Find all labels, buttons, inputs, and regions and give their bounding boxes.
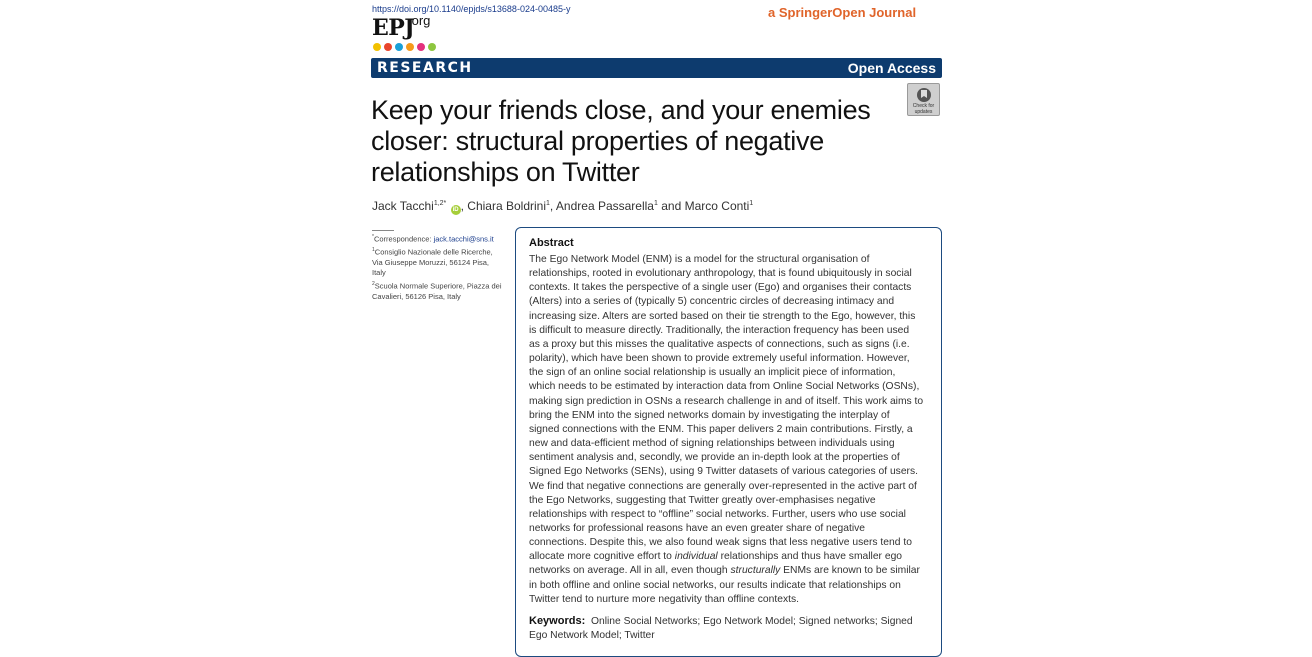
abstract-line: relationships with respect to “offline” social networks. Further, users who use social (529, 508, 906, 520)
correspondence: *Correspondence: jack.tacchi@sns.it (372, 234, 494, 244)
abstract-line: polarity), which have been shown to provide extremely useful information. However, (529, 353, 910, 365)
abstract-line: contexts. It takes the perspective of a single user (Ego) and organises their contacts (529, 282, 912, 294)
orcid-icon[interactable]: iD (452, 207, 459, 213)
abstract-line: Twitter tend to nurture more negativity than offline contexts. (529, 593, 799, 605)
open-access-label: Open Access (847, 60, 936, 76)
author-affil-sup: 1 (749, 200, 754, 207)
abstract-line: networks on average. All in all, even though structurally ENMs are known to be similar (529, 565, 920, 577)
affiliation-1: $^1$Consiglio Nazionale delle Ricerche, Via Giuseppe Moruzzi, 56124 Pisa, Italy (372, 246, 493, 278)
abstract-line: making sign prediction in OSNs a research challenge in and of itself. This work aims to (529, 395, 924, 407)
logo-dot (395, 43, 403, 51)
correspondence-label: Correspondence: (373, 234, 432, 244)
author-affil-sup: 1 (653, 200, 658, 207)
author-affil-sup: 1,2* (433, 200, 447, 207)
doi-link[interactable]: https://doi.org/10.1140/epjds/s13688-024-00485-y (372, 4, 571, 14)
abstract-line: sentiment analysis and, secondly, we provide an in-depth look at the properties of (529, 452, 900, 464)
abstract-line: is difficult to measure directly. Traditionally, the interaction frequency has been used (529, 324, 910, 336)
abstract-heading: Abstract (529, 237, 574, 249)
abstract-line: increasing size. Alters are sorted based on their tie strength to the Ego, however, this (529, 310, 916, 322)
author-name[interactable]: Andrea Passarella (555, 199, 654, 213)
abstract-line: connections. Despite this, we also found weak signs that less negative users tend to (529, 537, 912, 549)
keywords-list: Online Social Networks; Ego Network Model; Signed networks; Signed Ego Network Model; Twitter (529, 616, 913, 641)
check-updates-label-2: updates (914, 109, 933, 115)
abstract-line: the Ego Networks, suggesting that Twitter greatly over-emphasises negative (529, 494, 876, 506)
author-name[interactable]: Jack Tacchi (372, 199, 434, 213)
check-updates-label-1: Check for (912, 103, 935, 109)
logo-dot (417, 43, 425, 51)
abstract-line: bring the ENM into the signed networks domain by investigating the interplay of (529, 409, 890, 421)
logo-dot (428, 43, 436, 51)
abstract-line: as a proxy but this misses the qualitative aspects of connections, such as signs (i.e. (529, 338, 910, 350)
publisher-label: a SpringerOpen Journal (768, 5, 917, 20)
check-for-updates-button[interactable] (907, 83, 940, 116)
author-list: Jack Tacchi$^{1,2*}$ iD , Chiara Boldrini$^1$, Andrea Passarella$^1$ and Marco Conti$^1$ (372, 199, 754, 213)
logo-dot (406, 43, 414, 51)
abstract-line: in both offline and online social networks, our results indicate that relationships on (529, 579, 901, 591)
divider (372, 230, 394, 231)
correspondence-email-link[interactable]: jack.tacchi@sns.it (433, 234, 494, 244)
abstract-line: The Ego Network Model (ENM) is a model for the structural organisation of (529, 254, 870, 265)
affiliation-2: $^2$Scuola Normale Superiore, Piazza dei Cavalieri, 56126 Pisa, Italy (372, 280, 502, 301)
section-banner (371, 58, 942, 78)
keywords (529, 614, 931, 643)
abstract-line: signed connections with the ENM. This paper delivers 2 main contributions. Firstly, a (529, 423, 913, 435)
keywords-label: Keywords: (529, 615, 586, 627)
author-name[interactable]: Marco Conti (684, 199, 750, 213)
check-updates-icon (916, 87, 932, 103)
logo-dot (373, 43, 381, 51)
author-name[interactable]: Chiara Boldrini (467, 199, 546, 213)
abstract-line: (Alters) into a series of (typically 5) concentric circles of decreasing intimacy and (529, 296, 895, 308)
and-word: and (661, 199, 682, 213)
article-title: Keep your friends close, and your enemies closer: structural properties of negative relationships on Twitter (371, 95, 871, 187)
abstract-line: Signed Ego Networks (SENs), using 9 Twitter datasets of various categories of users. (529, 466, 918, 478)
logo-dot (384, 43, 392, 51)
abstract-text (529, 253, 931, 607)
abstract-line: We find that negative connections are generally over-represented in the active part of (529, 480, 917, 492)
abstract-line: networks for professional reasons have an even greater share of negative (529, 522, 865, 534)
abstract-line: the sign of an online social relationship is usually an implicit piece of information, (529, 367, 896, 379)
logo-text: EPJ (372, 15, 415, 41)
epj-logo[interactable] (372, 15, 452, 53)
affiliations (372, 230, 502, 302)
abstract-line: which needs to be estimated by interaction data from Online Social Networks (OSNs), (529, 381, 920, 393)
author-affil-sup: 1 (546, 200, 550, 207)
abstract-line: allocate more cognitive effort to individual relationships and thus have smaller ego (529, 551, 903, 563)
logo-suffix: .org (408, 13, 431, 28)
logo-dots (373, 43, 436, 51)
abstract-line: new and data-efficient method of signing relationships between individuals using (529, 438, 895, 450)
abstract-line: relationships, rooted in evolutionary anthropology, that is found ubiquitously in social (529, 268, 912, 280)
abstract-box (515, 227, 942, 657)
section-label: RESEARCH (377, 60, 473, 76)
